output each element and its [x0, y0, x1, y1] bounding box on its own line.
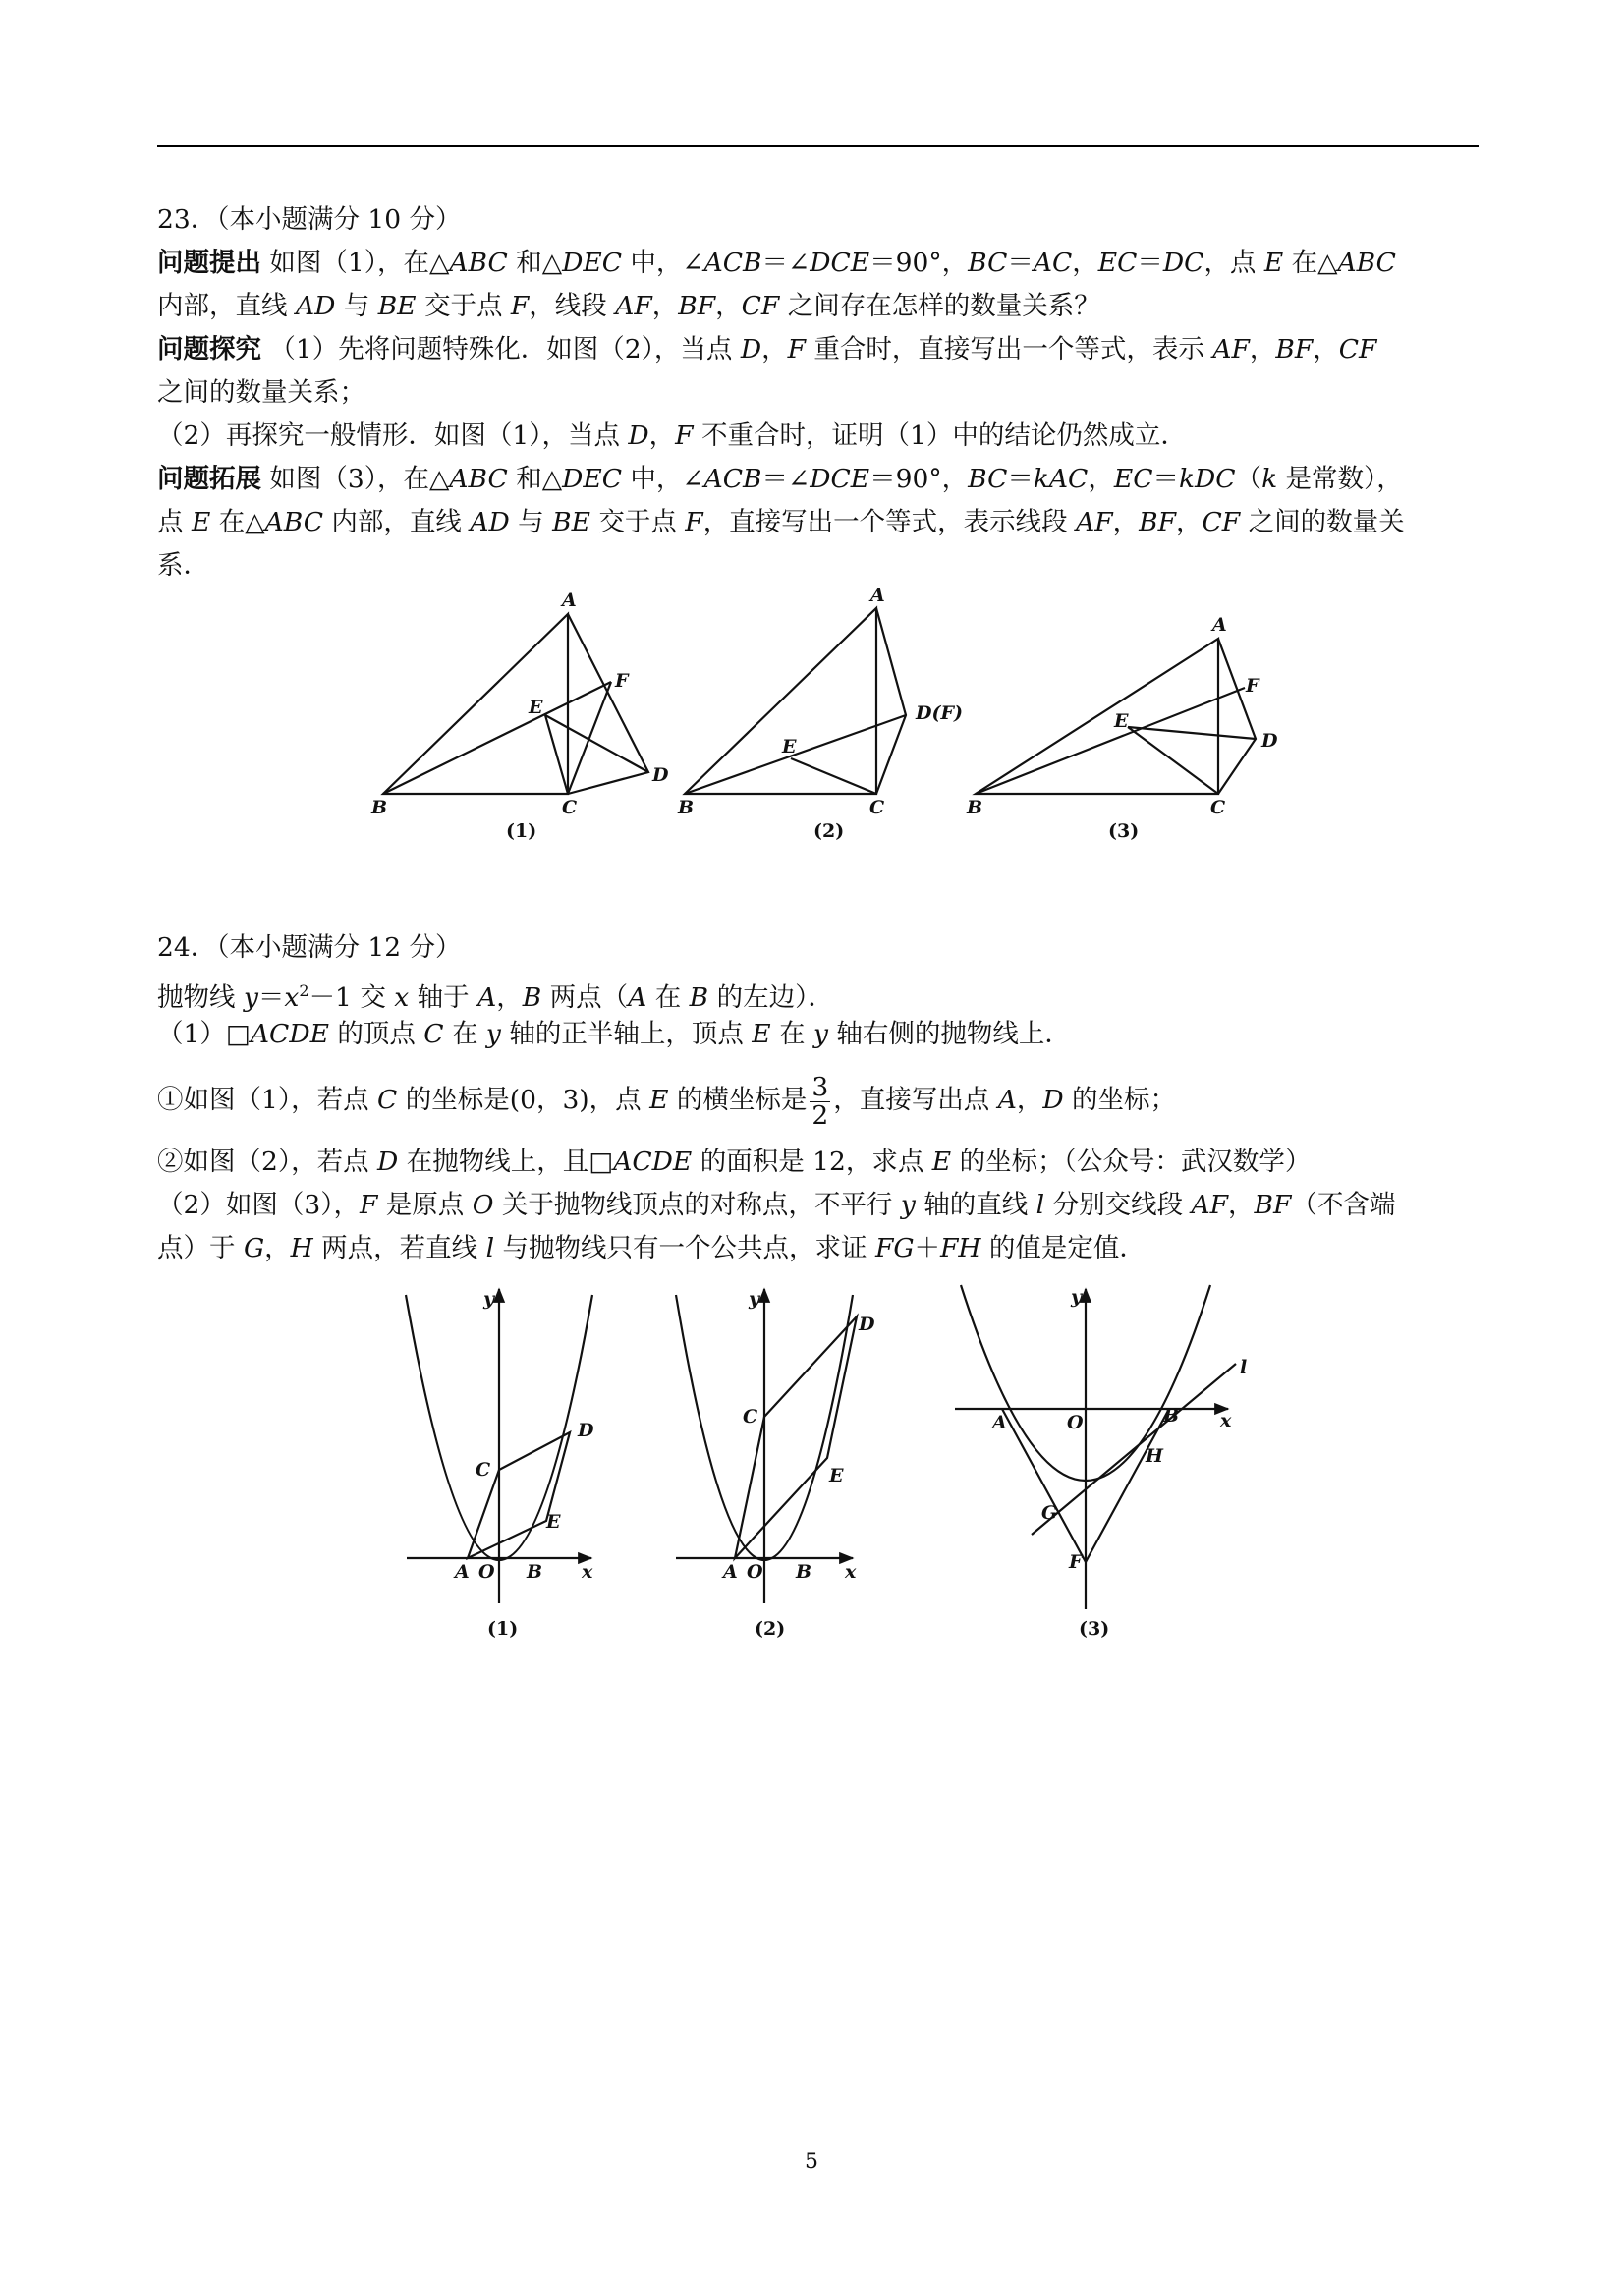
q23-figures: [0, 0, 1623, 884]
q24-fig1-label-B: B: [527, 1561, 543, 1583]
q23-fig3-label-B: B: [967, 797, 983, 818]
q23-line8: 系．: [157, 550, 209, 581]
q23-fig2-label-A: A: [870, 585, 885, 606]
page-number: 5: [805, 2150, 818, 2174]
q23-fig1-label-E: E: [529, 697, 543, 718]
q23-line4: 之间的数量关系；: [157, 377, 365, 408]
q23-fig1-label-B: B: [371, 797, 388, 818]
q24-fig2-label-x: x: [845, 1561, 857, 1583]
q24-line3: ①如图（1），若点 C 的坐标是(0，3)，点 E 的横坐标是 $\frac{3}{2}$ ，直接写出点 A，D 的坐标；: [157, 1071, 1177, 1131]
q24-fig3-label-l: l: [1240, 1357, 1248, 1378]
q24-fig1-label-C: C: [476, 1459, 491, 1481]
q24-fig3-lines: [955, 1285, 1236, 1609]
q24-fig3-label-F: F: [1069, 1551, 1083, 1573]
q24-fig2-label-y: y: [749, 1288, 760, 1310]
q24-fig1-label-x: x: [582, 1561, 593, 1583]
q24-fig1-label-O: O: [478, 1561, 495, 1583]
q23-fig1-label-F: F: [615, 670, 629, 692]
q23-fig2-label-E: E: [782, 736, 797, 757]
q23-fig3-label-D: D: [1261, 730, 1278, 752]
q24-figures: [0, 1267, 1623, 1660]
q23-line3: 问题探究 （1）先将问题特殊化．如图（2），当点 D，F 重合时，直接写出一个等式，表示 AF，BF，CF: [157, 334, 1377, 364]
q23-fig1-label-A: A: [562, 589, 577, 611]
q23-line5: （2）再探究一般情形．如图（1），当点 D，F 不重合时，证明（1）中的结论仍然成立．: [157, 420, 1187, 451]
q23-fig1-lines: [383, 614, 648, 794]
q24-fig2-label-O: O: [747, 1561, 763, 1583]
q24-fig2-label-E: E: [829, 1465, 844, 1486]
q24-fig3-label-A: A: [992, 1412, 1007, 1433]
q23-fig3-label-E: E: [1114, 710, 1129, 732]
q24-fig2-label-D: D: [859, 1314, 875, 1335]
q23-line1: 问题提出 如图（1），在△ABC 和△DEC 中，∠ACB＝∠DCE＝90°，BC＝AC，EC＝DC，点 E 在△ABC: [157, 248, 1396, 278]
q24-line1: 抛物线 $y=x^2-1$ 交 x 轴于 A，B 两点（A 在 B 的左边）．: [157, 981, 834, 1013]
q23-fig2-caption: (2): [813, 820, 845, 842]
q24-fig3-label-x: x: [1220, 1410, 1232, 1431]
q24-fig1-label-A: A: [455, 1561, 470, 1583]
q23-line7: 点 E 在△ABC 内部，直线 AD 与 BE 交于点 F，直接写出一个等式，表示线段 AF，BF，CF 之间的数量关: [157, 507, 1405, 537]
q24-fig1-lines: [406, 1289, 592, 1603]
q24-fig1-label-D: D: [578, 1420, 594, 1441]
q24-fig2-caption: (2): [755, 1618, 786, 1640]
q23-fig1-caption: (1): [506, 820, 537, 842]
q23-fig3-caption: (3): [1108, 820, 1140, 842]
q23-fig1-label-C: C: [562, 797, 578, 818]
q23-line2: 内部，直线 AD 与 BE 交于点 F，线段 AF，BF，CF 之间存在怎样的数量关系？: [157, 291, 1100, 321]
q24-fig3-caption: (3): [1079, 1618, 1110, 1640]
q24-fig1-label-E: E: [546, 1511, 561, 1533]
q24-fig3-label-H: H: [1146, 1445, 1163, 1467]
q23-fig3-label-F: F: [1246, 675, 1259, 697]
q23-line6: 问题拓展 如图（3），在△ABC 和△DEC 中，∠ACB＝∠DCE＝90°，BC＝kAC，EC＝kDC（k 是常数），: [157, 464, 1403, 494]
q24-fig2-label-A: A: [723, 1561, 738, 1583]
fraction-three-halves: $\frac{3}{2}$: [812, 1071, 829, 1131]
q24-fig2-lines: [676, 1289, 857, 1603]
q24-fig3-label-O: O: [1067, 1412, 1084, 1433]
q24-line6: 点）于 G，H 两点，若直线 l 与抛物线只有一个公共点，求证 FG＋FH 的值是定值．: [157, 1233, 1146, 1263]
q24-fig3-label-B: B: [1163, 1405, 1180, 1427]
q24-line2: （1）□ACDE 的顶点 C 在 y 轴的正半轴上，顶点 E 在 y 轴右侧的抛物线上．: [157, 1019, 1071, 1049]
q23-fig1-label-D: D: [652, 764, 669, 786]
q23-fig3-label-C: C: [1210, 797, 1226, 818]
q23-fig2-label-C: C: [869, 797, 885, 818]
q23-fig2-lines: [685, 608, 906, 794]
q24-fig1-caption: (1): [487, 1618, 519, 1640]
q24-fig2-label-B: B: [796, 1561, 812, 1583]
q24-line5: （2）如图（3），F 是原点 O 关于抛物线顶点的对称点，不平行 y 轴的直线 l 分别交线段 AF，BF（不含端: [157, 1190, 1396, 1220]
q24-header: 24．（本小题满分 12 分）: [157, 932, 462, 963]
q23-header: 23．（本小题满分 10 分）: [157, 204, 462, 235]
q24-fig3-label-y: y: [1071, 1286, 1083, 1308]
q23-fig2-label-B: B: [678, 797, 695, 818]
q24-fig1-label-y: y: [483, 1288, 495, 1310]
q23-fig3-label-A: A: [1212, 614, 1227, 636]
q24-fig2-label-C: C: [743, 1406, 758, 1428]
q24-line4: ②如图（2），若点 D 在抛物线上，且□ACDE 的面积是 12，求点 E 的坐标；（公众号：武汉数学）: [157, 1147, 1312, 1177]
q23-fig2-label-DF: D(F): [916, 702, 963, 724]
q24-fig3-label-G: G: [1041, 1502, 1058, 1524]
